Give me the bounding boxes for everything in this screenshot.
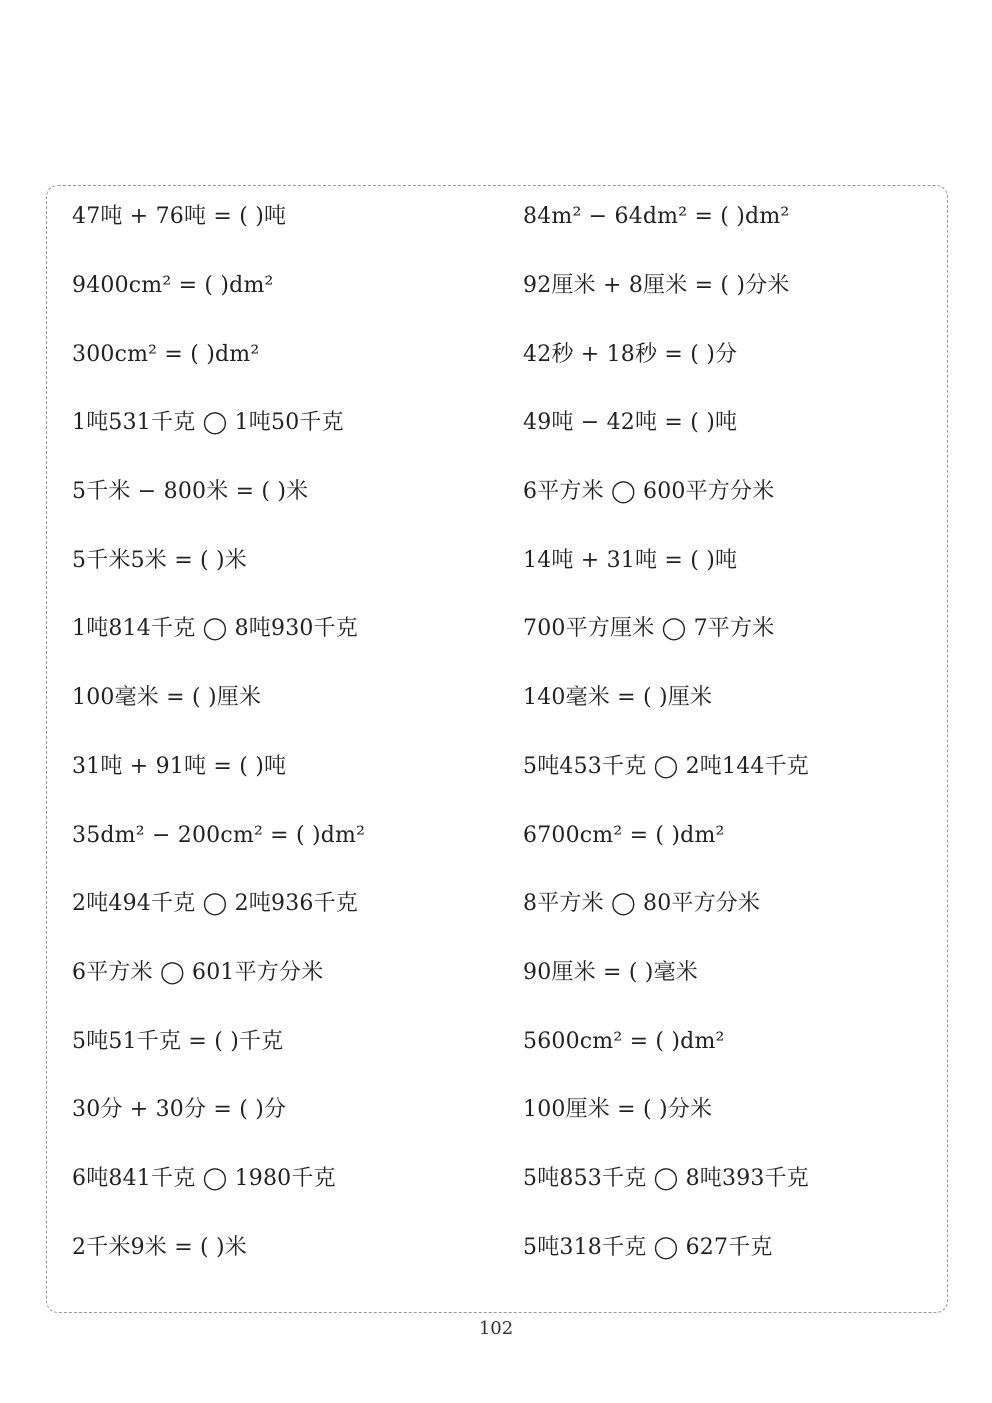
problem-item: 2吨494千克 ◯ 2吨936千克 (72, 891, 358, 916)
problem-item: 5吨453千克 ◯ 2吨144千克 (523, 754, 809, 779)
problem-item: 6平方米 ◯ 601平方分米 (72, 960, 324, 985)
worksheet-box (46, 185, 948, 1313)
problem-item: 700平方厘米 ◯ 7平方米 (523, 616, 775, 641)
problem-item: 30分 + 30分 = ( )分 (72, 1097, 287, 1122)
problem-item: 140毫米 = ( )厘米 (523, 685, 713, 710)
problem-item: 6700cm² = ( )dm² (523, 823, 725, 848)
problem-item: 5吨318千克 ◯ 627千克 (523, 1235, 773, 1260)
problem-item: 100厘米 = ( )分米 (523, 1097, 713, 1122)
problem-item: 49吨 − 42吨 = ( )吨 (523, 410, 738, 435)
problem-item: 100毫米 = ( )厘米 (72, 685, 262, 710)
problem-item: 2千米9米 = ( )米 (72, 1235, 247, 1260)
problem-item: 31吨 + 91吨 = ( )吨 (72, 754, 287, 779)
problem-item: 92厘米 + 8厘米 = ( )分米 (523, 273, 790, 298)
page-number: 102 (478, 1318, 514, 1339)
problem-item: 1吨531千克 ◯ 1吨50千克 (72, 410, 344, 435)
problem-item: 8平方米 ◯ 80平方分米 (523, 891, 761, 916)
problem-item: 5千米 − 800米 = ( )米 (72, 479, 309, 504)
problem-item: 42秒 + 18秒 = ( )分 (523, 342, 738, 367)
problem-item: 6平方米 ◯ 600平方分米 (523, 479, 775, 504)
problem-item: 47吨 + 76吨 = ( )吨 (72, 204, 287, 229)
problem-item: 9400cm² = ( )dm² (72, 273, 274, 298)
problem-item: 14吨 + 31吨 = ( )吨 (523, 548, 738, 573)
problem-item: 1吨814千克 ◯ 8吨930千克 (72, 616, 358, 641)
problem-item: 84m² − 64dm² = ( )dm² (523, 204, 790, 229)
problem-item: 5吨51千克 = ( )千克 (72, 1029, 284, 1054)
problem-item: 6吨841千克 ◯ 1980千克 (72, 1166, 336, 1191)
problem-item: 300cm² = ( )dm² (72, 342, 260, 367)
problem-item: 35dm² − 200cm² = ( )dm² (72, 823, 366, 848)
problem-item: 5千米5米 = ( )米 (72, 548, 247, 573)
problem-item: 5吨853千克 ◯ 8吨393千克 (523, 1166, 809, 1191)
problem-item: 5600cm² = ( )dm² (523, 1029, 725, 1054)
problem-item: 90厘米 = ( )毫米 (523, 960, 698, 985)
